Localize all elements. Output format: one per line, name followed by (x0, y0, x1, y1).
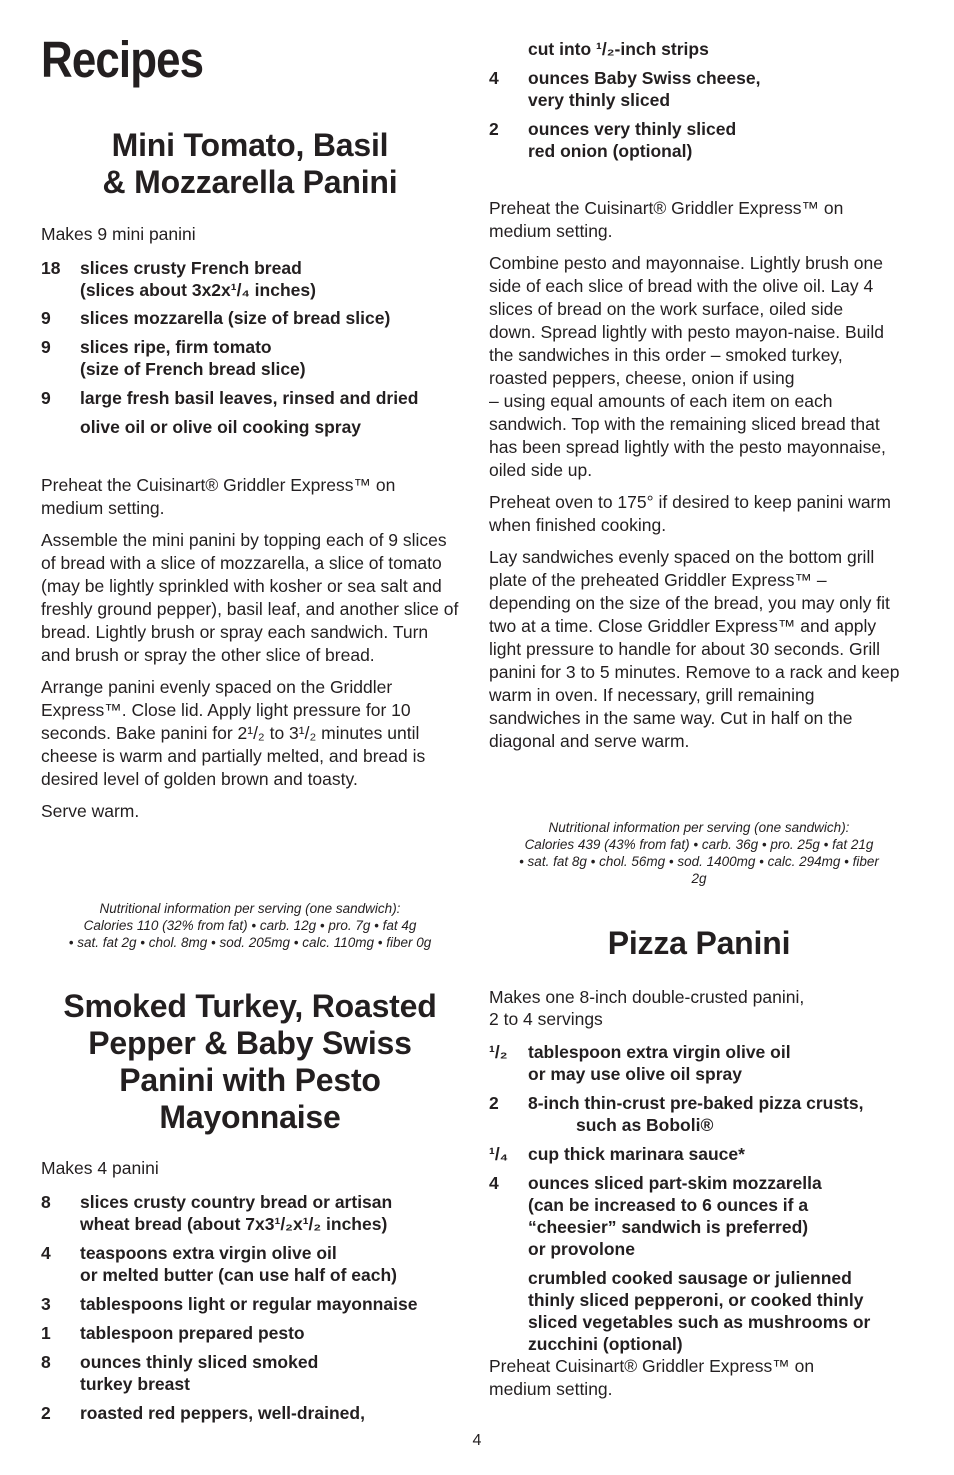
ingredient-qty: 18 (41, 258, 61, 278)
recipe-yield: Makes 4 panini (41, 1158, 159, 1178)
ingredient-text: slices crusty French bread (80, 258, 302, 278)
nutrition-line: Nutritional information per serving (one sandwich): (548, 820, 850, 835)
step-paragraph: Assemble the mini panini by topping each of 9 slices of bread with a slice of mozzarella, a slice of tomato (may be lightly sprinkled with kosher or sea salt and freshly ground pepper), basil leaf, and another slice of bread. Lightly brush or spray each sandwich. Turn and brush or spray the other slice of bread. (41, 530, 459, 665)
step-paragraph: Preheat the Cuisinart® Griddler Express™ on medium setting. (41, 475, 396, 518)
ingredient-qty: 9 (41, 337, 51, 357)
nutrition-line: Nutritional information per serving (one sandwich): (99, 901, 401, 916)
nutrition-line: 2g (691, 871, 707, 886)
recipe-steps (489, 197, 909, 753)
ingredient-text: tablespoon prepared pesto (80, 1323, 305, 1343)
step-paragraph: Serve warm. (41, 801, 140, 821)
ingredient-item (41, 387, 459, 409)
recipe-title-line: Panini with Pesto (119, 1062, 381, 1098)
ingredient-text: ounces sliced part-skim mozzarella (528, 1173, 822, 1193)
ingredient-qty: 8 (41, 1192, 51, 1212)
ingredient-qty: ¹/₄ (489, 1144, 509, 1164)
nutrition-line: Calories 110 (32% from fat) • carb. 12g • pro. 7g • fat 4g (83, 918, 417, 933)
step-paragraph: Lay sandwiches evenly spaced on the bottom grill plate of the preheated Griddler Express™ – depending on the size of the bread, you may only fit two at a time. Close Griddler Express™ and apply light pressure to handle for about 30 seconds. Grill panini for 3 to 5 minutes. Remove to a rack and keep warm in oven. If necessary, grill remaining sandwiches in the same way. Cut in half on the diagonal and serve warm. (489, 547, 900, 751)
ingredient-text: (can be increased to 6 ounces if a (528, 1195, 809, 1215)
ingredient-item (41, 1293, 461, 1315)
step-paragraph: Combine pesto and mayonnaise. Lightly brush one side of each slice of bread with the olive oil. Lay 4 slices of bread on the work surface, oiled side down. Spread lightly with pesto mayon-naise. Build the sandwiches in this order – smoked turkey, roasted peppers, cheese, onion if using (489, 253, 884, 388)
ingredient-text: ounces very thinly sliced (528, 119, 737, 139)
ingredient-qty: 3 (41, 1294, 51, 1314)
ingredient-qty: 8 (41, 1352, 51, 1372)
recipe-title-smoked-turkey (41, 988, 459, 1136)
recipe-title-pizza-panini: Pizza Panini (607, 925, 791, 961)
recipe-title-line: & Mozzarella Panini (102, 164, 398, 200)
ingredient-qty: 9 (41, 388, 51, 408)
ingredient-item (489, 1172, 909, 1260)
ingredient-qty (41, 416, 80, 438)
nutrition-line: Calories 439 (43% from fat) • carb. 36g • pro. 25g • fat 21g (524, 837, 874, 852)
ingredient-text: or may use olive oil spray (528, 1064, 742, 1084)
recipe-title-line: Mini Tomato, Basil (111, 127, 389, 163)
recipe-title-line: Smoked Turkey, Roasted (63, 988, 437, 1024)
ingredient-item (41, 1191, 461, 1235)
ingredient-text: very thinly sliced (528, 90, 671, 110)
ingredient-qty: 1 (41, 1323, 51, 1343)
ingredient-item (489, 1267, 909, 1355)
ingredient-item (41, 1242, 461, 1286)
ingredient-item (489, 67, 909, 111)
ingredient-text: such as Boboli® (576, 1115, 714, 1135)
recipe-yield (489, 986, 804, 1030)
ingredient-qty: 2 (41, 1403, 51, 1423)
recipe-title-mini-tomato (41, 127, 459, 201)
ingredient-text: cut into ¹/₂-inch strips (528, 39, 709, 59)
ingredient-text: or melted butter (can use half of each) (80, 1265, 397, 1285)
ingredient-list (489, 1041, 909, 1355)
recipe-yield-line: Makes one 8-inch double-crusted panini, (489, 987, 805, 1007)
nutrition-line: • sat. fat 8g • chol. 56mg • sod. 1400mg • calc. 294mg • fiber (519, 854, 879, 869)
ingredient-item (41, 1351, 461, 1395)
page-number: 4 (472, 1432, 482, 1449)
ingredient-list (41, 1191, 461, 1424)
ingredient-text: (slices about 3x2x¹/₄ inches) (80, 280, 316, 300)
ingredient-text: “cheesier” sandwich is preferred) (528, 1217, 809, 1237)
nutrition-info (489, 819, 909, 887)
ingredient-text: crumbled cooked sausage or julienned (528, 1268, 852, 1288)
ingredient-text: slices ripe, firm tomato (80, 337, 272, 357)
ingredient-item (489, 38, 909, 60)
ingredient-text: large fresh basil leaves, rinsed and dried (80, 388, 419, 408)
ingredient-text: zucchini (optional) (528, 1334, 683, 1354)
ingredient-text: teaspoons extra virgin olive oil (80, 1243, 337, 1263)
ingredient-text: slices crusty country bread or artisan (80, 1192, 393, 1212)
ingredient-item (41, 307, 459, 329)
ingredient-qty (489, 38, 528, 60)
ingredient-text: tablespoons light or regular mayonnaise (80, 1294, 418, 1314)
nutrition-info (41, 900, 459, 951)
ingredient-item (489, 1143, 909, 1165)
ingredient-text: thinly sliced pepperoni, or cooked thinly (528, 1290, 864, 1310)
ingredient-item (489, 1092, 909, 1136)
step-paragraph: Arrange panini evenly spaced on the Griddler Express™. Close lid. Apply light pressure for 10 seconds. Bake panini for 2¹/₂ to 3¹/₂ minutes until cheese is warm and partially melted, and bread is desired level of golden brown and toasty. (41, 677, 426, 789)
step-paragraph: Preheat Cuisinart® Griddler Express™ on medium setting. (489, 1356, 815, 1399)
recipe-yield-line: 2 to 4 servings (489, 1009, 603, 1029)
ingredient-item (489, 118, 909, 162)
ingredient-qty: 4 (489, 68, 499, 88)
recipe-yield: Makes 9 mini panini (41, 224, 196, 244)
ingredient-qty: 2 (489, 119, 499, 139)
step-paragraph: Preheat the Cuisinart® Griddler Express™ on medium setting. (489, 198, 844, 241)
ingredient-text: 8-inch thin-crust pre-baked pizza crusts, (528, 1093, 864, 1113)
ingredient-text: tablespoon extra virgin olive oil (528, 1042, 791, 1062)
ingredient-item (489, 1041, 909, 1085)
ingredient-qty (489, 1267, 528, 1355)
ingredient-qty: ¹/₂ (489, 1042, 508, 1062)
ingredient-text: red onion (optional) (528, 141, 693, 161)
ingredient-text: roasted red peppers, well-drained, (80, 1403, 365, 1423)
ingredient-qty: 4 (41, 1243, 51, 1263)
ingredient-text: olive oil or olive oil cooking spray (80, 417, 362, 437)
ingredient-text: wheat bread (about 7x3¹/₂x¹/₂ inches) (80, 1214, 388, 1234)
nutrition-line: • sat. fat 2g • chol. 8mg • sod. 205mg • calc. 110mg • fiber 0g (68, 935, 432, 950)
ingredient-text: or provolone (528, 1239, 635, 1259)
ingredient-text: turkey breast (80, 1374, 190, 1394)
ingredient-text: ounces thinly sliced smoked (80, 1352, 319, 1372)
ingredient-qty: 4 (489, 1173, 499, 1193)
step-paragraph: Preheat oven to 175° if desired to keep panini warm when finished cooking. (489, 492, 891, 535)
ingredient-text: ounces Baby Swiss cheese, (528, 68, 761, 88)
ingredient-item (41, 1402, 461, 1424)
step-paragraph: – using equal amounts of each item on each sandwich. Top with the remaining sliced bread that has been spread lightly with the pesto mayonnaise, oiled side up. (489, 391, 886, 480)
ingredient-list (489, 38, 909, 162)
ingredient-qty: 2 (489, 1093, 499, 1113)
recipe-steps (41, 474, 461, 823)
ingredient-item (41, 416, 459, 438)
recipe-title-line: Pepper & Baby Swiss (88, 1025, 412, 1061)
page-title: Recipes (41, 31, 204, 88)
ingredient-item (41, 336, 459, 380)
ingredient-text: sliced vegetables such as mushrooms or (528, 1312, 871, 1332)
ingredient-qty: 9 (41, 308, 51, 328)
ingredient-list (41, 257, 459, 438)
ingredient-item (41, 1322, 461, 1344)
ingredient-item (41, 257, 459, 301)
ingredient-text: cup thick marinara sauce* (528, 1144, 745, 1164)
recipe-title-line: Mayonnaise (159, 1099, 341, 1135)
ingredient-text: (size of French bread slice) (80, 359, 306, 379)
ingredient-text: slices mozzarella (size of bread slice) (80, 308, 391, 328)
